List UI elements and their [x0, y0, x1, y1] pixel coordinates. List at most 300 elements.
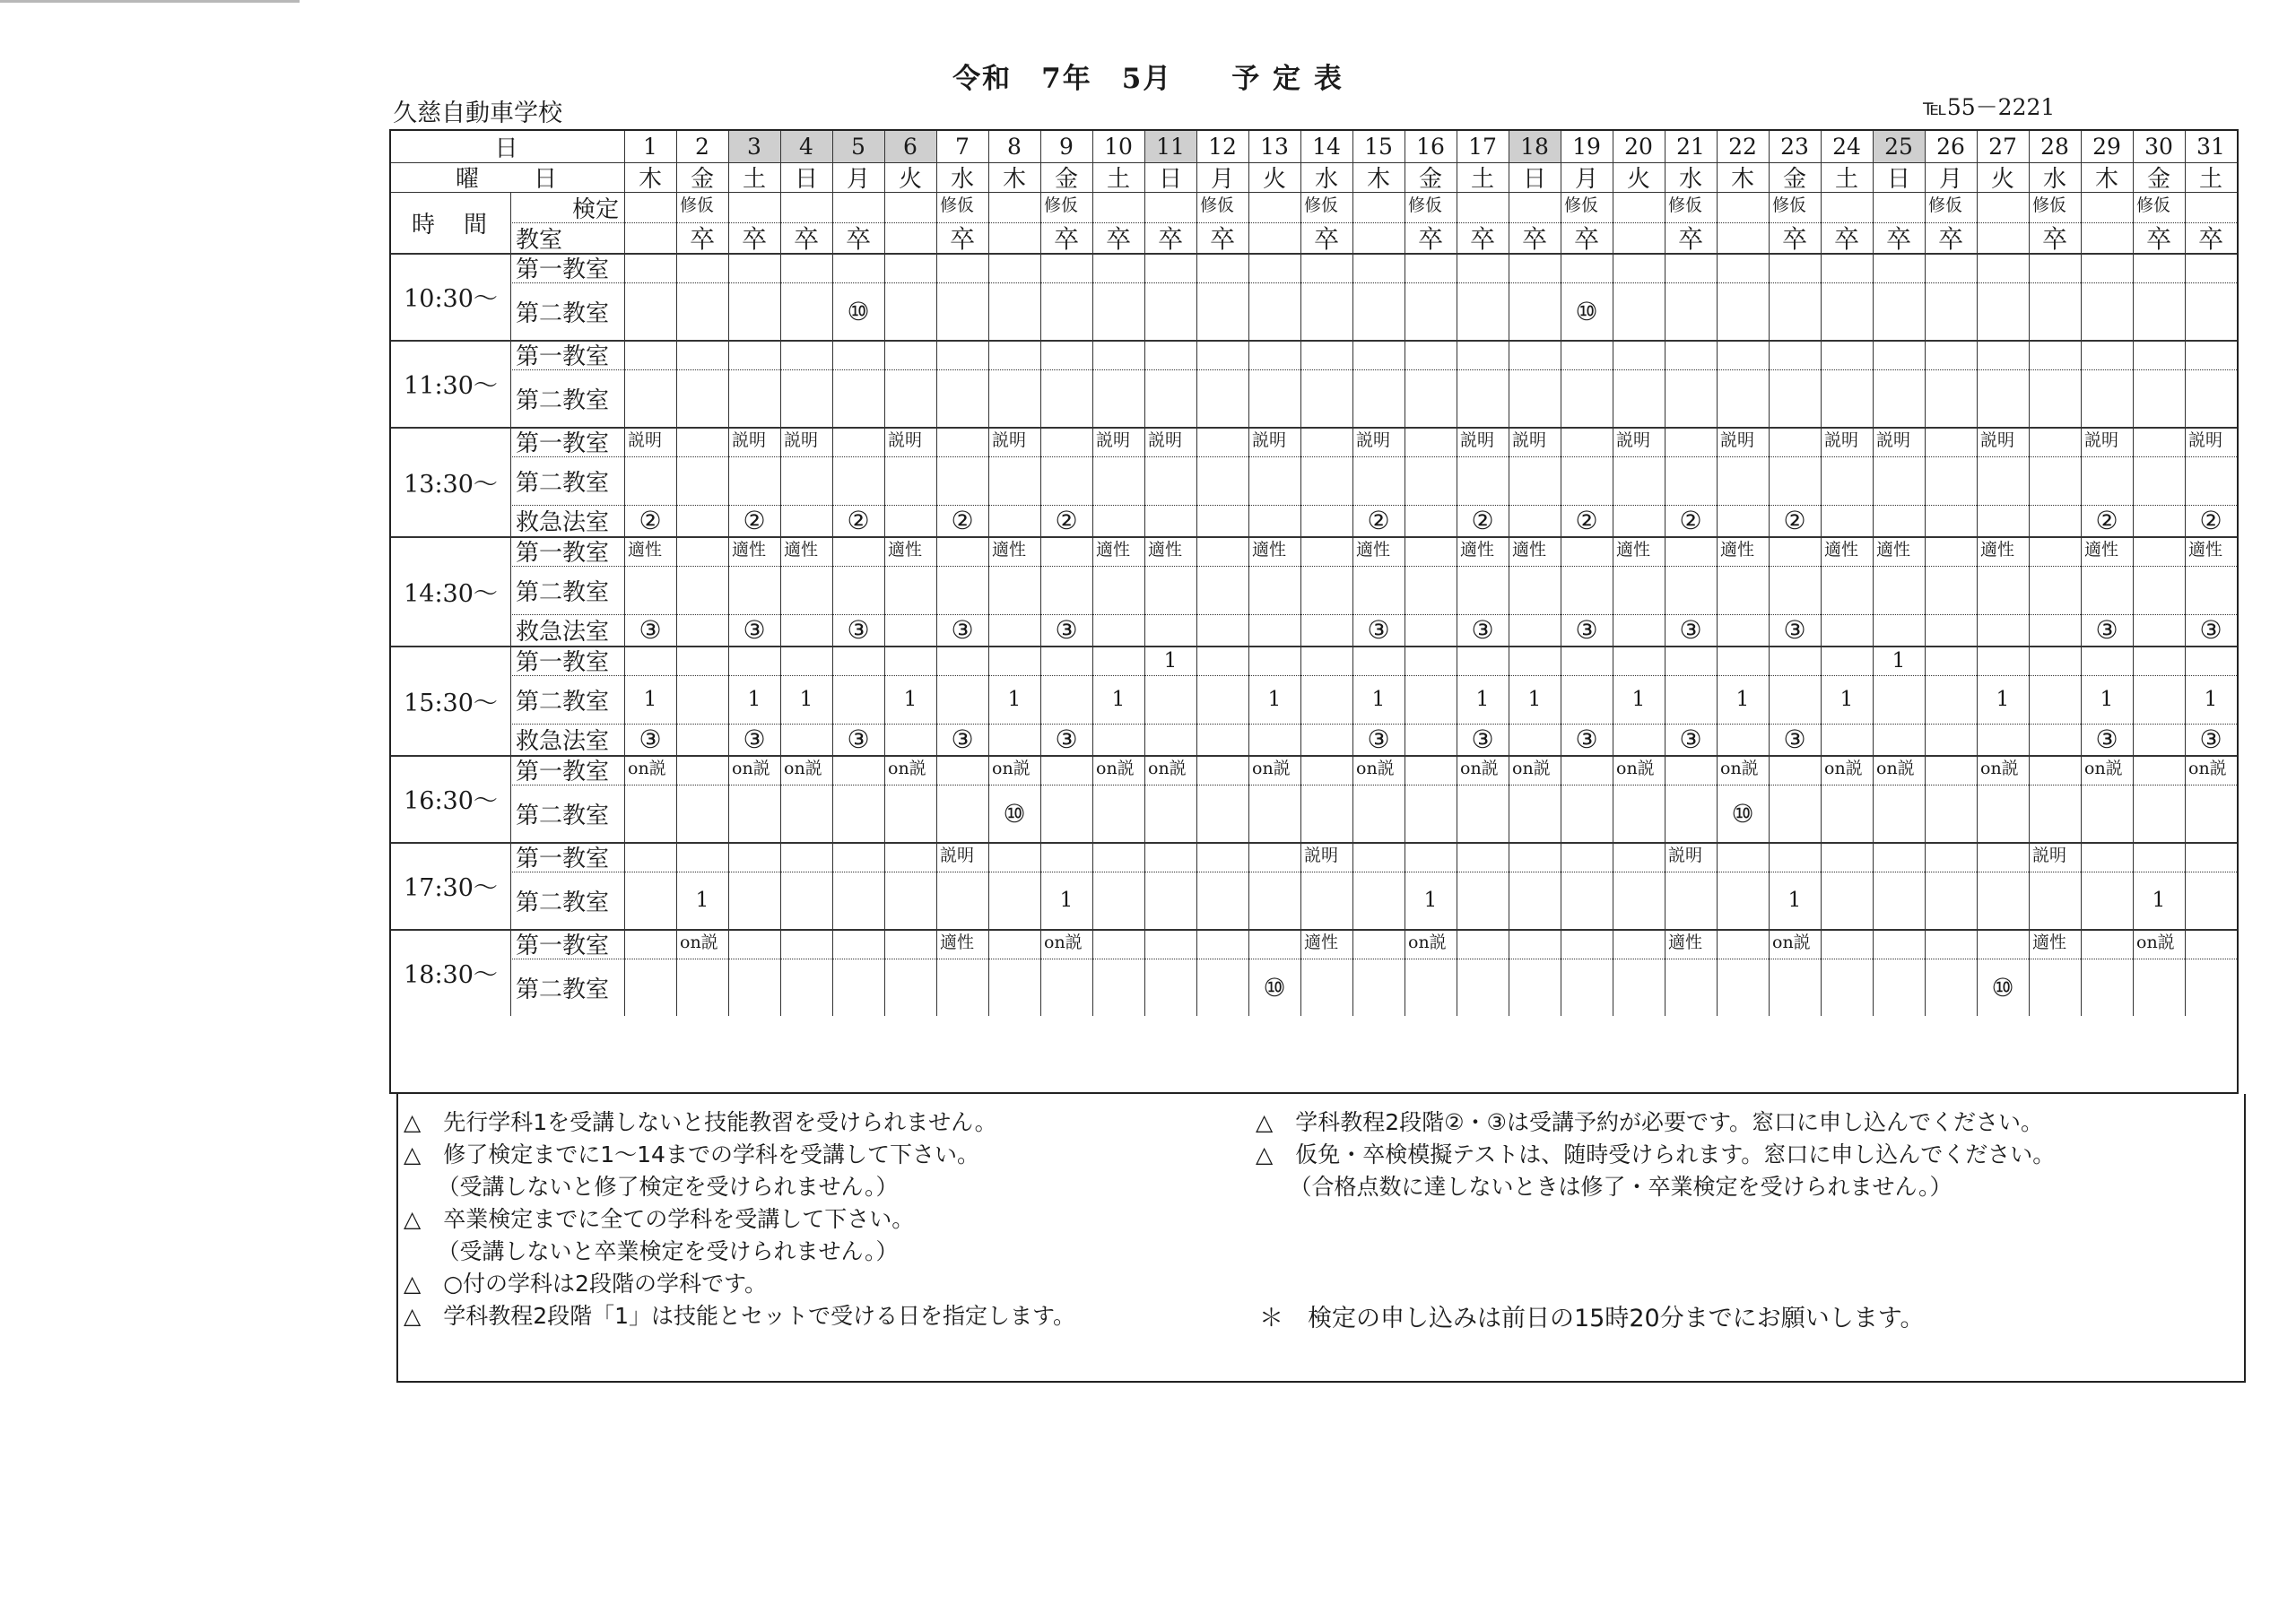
schedule-cell: 適性	[1512, 540, 1547, 560]
room-name: 第二教室	[516, 578, 610, 606]
grid-line	[2185, 131, 2186, 1016]
grid-line	[1873, 131, 1874, 1016]
grid-line	[1144, 131, 1145, 1016]
weekday-name: 火	[898, 166, 922, 193]
schedule-cell: on説	[1148, 759, 1187, 778]
schedule-cell: on説	[1616, 759, 1655, 778]
schedule-cell: 適性	[1096, 540, 1131, 560]
schedule-cell: 適性	[784, 540, 819, 560]
schedule-cell: ③	[743, 615, 766, 645]
time-slot: 16:30～	[404, 787, 498, 815]
schedule-cell: ③	[1783, 725, 1806, 754]
room-name: 第二教室	[516, 976, 610, 1003]
schedule-cell: 説明	[2084, 430, 2119, 450]
note-right-line: △ 学科教程2段階②・③は受講予約が必要です。窓口に申し込んでください。	[1256, 1109, 2043, 1135]
exam-cell: 修仮	[940, 195, 975, 215]
day-number: 18	[1509, 131, 1561, 162]
schedule-cell: ②	[1367, 506, 1390, 535]
schedule-cell: on説	[2136, 933, 2175, 952]
schedule-cell: 適性	[732, 540, 767, 560]
weekday-name: 木	[638, 166, 662, 193]
day-number: 9	[1059, 134, 1074, 160]
schedule-cell: ⑩	[1263, 972, 1286, 1002]
time-slot: 18:30～	[404, 961, 498, 989]
page-title: 令和 7年 5月 予 定 表	[952, 63, 1344, 95]
day-number: 26	[1936, 134, 1965, 160]
room-name: 第二教室	[516, 299, 610, 327]
grid-line	[884, 131, 885, 1016]
day-number: 15	[1364, 134, 1393, 160]
grid-line	[2029, 131, 2030, 1016]
schedule-cell: 説明	[1980, 430, 2015, 450]
grid-line	[624, 131, 625, 1016]
schedule-cell: on説	[732, 759, 770, 778]
room-name: 第一教室	[516, 256, 610, 283]
schedule-cell: ③	[2095, 725, 2118, 754]
schedule-cell: ③	[1679, 615, 1702, 645]
scan-edge-line	[0, 0, 300, 3]
schedule-cell: 適性	[1148, 540, 1183, 560]
schedule-cell: 適性	[1824, 540, 1859, 560]
room-name: 第一教室	[516, 540, 610, 567]
grid-line	[1821, 131, 1822, 1016]
time-slot: 14:30～	[404, 579, 498, 608]
day-label: 日	[494, 135, 521, 162]
grid-line	[510, 282, 2237, 283]
schedule-cell: ②	[1471, 506, 1494, 535]
schedule-cell: 説明	[784, 430, 819, 450]
note-left-line: （受講しないと修了検定を受けられません。）	[404, 1174, 899, 1200]
exam-label: 検定	[571, 195, 619, 223]
day-number: 14	[1312, 134, 1341, 160]
note-left-line: （受講しないと卒業検定を受けられません。）	[404, 1238, 899, 1264]
schedule-cell: 1	[1423, 889, 1438, 912]
schedule-cell: 適性	[1252, 540, 1287, 560]
day-number: 22	[1728, 134, 1757, 160]
weekday-name: 木	[2094, 166, 2118, 193]
weekday-name: 金	[2146, 166, 2170, 193]
grid-line	[391, 646, 2237, 647]
grid-line	[1717, 131, 1718, 1016]
note-right-line: （合格点数に達しないときは修了・卒業検定を受けられません。）	[1256, 1174, 1952, 1200]
schedule-cell: 1	[1631, 688, 1646, 711]
class-cell: 卒	[2197, 224, 2223, 254]
schedule-cell: 1	[903, 688, 918, 711]
schedule-cell: 説明	[1096, 430, 1131, 450]
weekday-label: 曜 日	[455, 166, 560, 193]
schedule-cell: 説明	[1252, 430, 1287, 450]
grid-line	[728, 131, 729, 1016]
schedule-cell: ⑩	[847, 296, 870, 326]
day-number: 3	[728, 131, 780, 162]
weekday-name: 木	[1730, 166, 1754, 193]
schedule-cell: 1	[643, 688, 657, 711]
schedule-cell: 1	[2100, 688, 2114, 711]
schedule-cell: on説	[2188, 759, 2227, 778]
exam-cell: 修仮	[1408, 195, 1443, 215]
day-number: 28	[2040, 134, 2069, 160]
class-cell: 卒	[2145, 224, 2171, 254]
weekday-name: 水	[1678, 166, 1702, 193]
schedule-cell: 適性	[1304, 933, 1339, 952]
weekday-name: 金	[690, 166, 714, 193]
class-cell: 卒	[1105, 224, 1131, 254]
weekday-name: 日	[1886, 166, 1910, 193]
weekday-name: 土	[2198, 166, 2222, 193]
grid-line	[780, 131, 781, 1016]
schedule-cell: ③	[1055, 615, 1078, 645]
schedule-cell: 説明	[1616, 430, 1651, 450]
schedule-table	[389, 129, 2239, 1094]
class-cell: 卒	[741, 224, 767, 254]
class-cell: 卒	[793, 224, 819, 254]
schedule-cell: 適性	[2032, 933, 2067, 952]
schedule-cell: 説明	[732, 430, 767, 450]
exam-cell: 修仮	[1304, 195, 1339, 215]
schedule-cell: ③	[951, 615, 974, 645]
class-cell: 卒	[1469, 224, 1495, 254]
grid-line	[1769, 131, 1770, 1016]
schedule-cell: on説	[1460, 759, 1499, 778]
grid-line	[1925, 131, 1926, 1016]
schedule-cell: 1	[1267, 688, 1282, 711]
class-cell: 卒	[1209, 224, 1235, 254]
schedule-cell: 1	[747, 688, 761, 711]
schedule-cell: 1	[1059, 889, 1074, 912]
schedule-cell: ③	[2095, 615, 2118, 645]
room-name: 救急法室	[516, 509, 610, 536]
room-name: 第二教室	[516, 688, 610, 716]
schedule-cell: 1	[1996, 688, 2010, 711]
schedule-cell: ②	[1575, 506, 1598, 535]
grid-line	[1352, 131, 1353, 1016]
room-name: 第一教室	[516, 649, 610, 676]
weekday-name: 火	[1262, 166, 1286, 193]
schedule-cell: ③	[2199, 725, 2222, 754]
room-name: 第二教室	[516, 802, 610, 829]
weekday-name: 月	[1574, 166, 1598, 193]
schedule-cell: ③	[639, 615, 662, 645]
schedule-cell: ⑩	[1575, 296, 1598, 326]
weekday-name: 火	[1626, 166, 1650, 193]
day-number: 31	[2196, 134, 2225, 160]
schedule-cell: 1	[1163, 648, 1178, 673]
schedule-cell: 適性	[940, 933, 975, 952]
schedule-cell: 説明	[1824, 430, 1859, 450]
schedule-cell: ③	[1679, 725, 1702, 754]
schedule-cell: 1	[1527, 688, 1542, 711]
grid-line	[2081, 131, 2082, 1016]
schedule-cell: on説	[2084, 759, 2123, 778]
note-left-line: △ 先行学科1を受講しないと技能教習を受けられません。	[404, 1109, 997, 1135]
schedule-cell: ②	[2199, 506, 2222, 535]
schedule-cell: ③	[639, 725, 662, 754]
class-cell: 卒	[1781, 224, 1807, 254]
grid-line	[2133, 131, 2134, 1016]
schedule-cell: 1	[1892, 648, 1906, 673]
weekday-name: 土	[1834, 166, 1858, 193]
class-cell: 卒	[1053, 224, 1079, 254]
exam-cell: 修仮	[1772, 195, 1807, 215]
grid-line	[1196, 131, 1197, 1016]
grid-line	[1248, 131, 1249, 1016]
schedule-cell: 説明	[1668, 846, 1703, 865]
class-cell: 卒	[1677, 224, 1703, 254]
day-number: 11	[1144, 131, 1196, 162]
schedule-cell: on説	[1824, 759, 1863, 778]
room-name: 第二教室	[516, 386, 610, 414]
schedule-cell: ②	[951, 506, 974, 535]
schedule-cell: 説明	[1460, 430, 1495, 450]
schedule-cell: 説明	[1876, 430, 1911, 450]
schedule-cell: 説明	[1304, 846, 1339, 865]
grid-line	[391, 253, 2237, 255]
schedule-cell: ②	[743, 506, 766, 535]
schedule-cell: ②	[1679, 506, 1702, 535]
class-cell: 卒	[689, 224, 715, 254]
schedule-cell: on説	[992, 759, 1031, 778]
note-right-line: △ 仮免・卒検模擬テストは、随時受けられます。窓口に申し込んでください。	[1256, 1141, 2056, 1167]
schedule-cell: 説明	[992, 430, 1027, 450]
schedule-cell: on説	[1720, 759, 1759, 778]
class-label: 教室	[516, 226, 563, 254]
class-cell: 卒	[1573, 224, 1599, 254]
class-cell: 卒	[1937, 224, 1963, 254]
weekday-name: 水	[2042, 166, 2066, 193]
schedule-cell: ③	[951, 725, 974, 754]
grid-line	[1092, 131, 1093, 1016]
schedule-cell: 1	[1111, 688, 1126, 711]
grid-line	[988, 131, 989, 1016]
schedule-cell: ②	[1783, 506, 1806, 535]
room-name: 第二教室	[516, 469, 610, 497]
schedule-cell: 適性	[628, 540, 663, 560]
weekday-name: 金	[1054, 166, 1078, 193]
schedule-cell: ⑩	[1991, 972, 2014, 1002]
schedule-cell: on説	[1980, 759, 2019, 778]
schedule-cell: on説	[1252, 759, 1291, 778]
weekday-name: 日	[794, 166, 818, 193]
exam-cell: 修仮	[2032, 195, 2067, 215]
room-name: 救急法室	[516, 728, 610, 755]
schedule-cell: 適性	[1720, 540, 1755, 560]
schedule-cell: 1	[1475, 688, 1490, 711]
day-number: 27	[1988, 134, 2017, 160]
schedule-cell: ③	[1575, 725, 1598, 754]
class-cell: 卒	[1157, 224, 1183, 254]
schedule-cell: 適性	[1356, 540, 1391, 560]
class-cell: 卒	[1833, 224, 1859, 254]
schedule-cell: 説明	[2188, 430, 2223, 450]
schedule-cell: 適性	[1616, 540, 1651, 560]
schedule-cell: on説	[1096, 759, 1135, 778]
schedule-cell: 1	[1371, 688, 1386, 711]
day-number: 8	[1007, 134, 1022, 160]
schedule-cell: on説	[888, 759, 926, 778]
weekday-name: 金	[1782, 166, 1806, 193]
day-number: 16	[1416, 134, 1445, 160]
grid-line	[676, 131, 677, 1016]
time-slot: 17:30～	[404, 874, 498, 902]
time-slot: 11:30～	[404, 372, 498, 400]
room-name: 第一教室	[516, 343, 610, 370]
schedule-cell: on説	[1876, 759, 1915, 778]
notes-box	[396, 1094, 2246, 1383]
day-number: 5	[832, 131, 884, 162]
grid-line	[1040, 131, 1041, 1016]
schedule-cell: 適性	[888, 540, 923, 560]
schedule-cell: ③	[847, 615, 870, 645]
schedule-cell: on説	[1772, 933, 1811, 952]
grid-line	[510, 566, 2237, 567]
class-cell: 卒	[2041, 224, 2067, 254]
schedule-cell: 適性	[1668, 933, 1703, 952]
day-number: 25	[1873, 131, 1925, 162]
schedule-cell: on説	[680, 933, 718, 952]
room-name: 第一教室	[516, 933, 610, 959]
day-number: 20	[1624, 134, 1653, 160]
day-number: 13	[1260, 134, 1289, 160]
weekday-name: 木	[1366, 166, 1390, 193]
day-number: 12	[1208, 134, 1237, 160]
class-cell: 卒	[1313, 224, 1339, 254]
schedule-cell: 適性	[2084, 540, 2119, 560]
schedule-cell: ③	[1783, 615, 1806, 645]
weekday-name: 日	[1158, 166, 1182, 193]
room-name: 第二教室	[516, 889, 610, 916]
day-number: 2	[695, 134, 709, 160]
day-number: 17	[1468, 134, 1497, 160]
grid-line	[1977, 131, 1978, 1016]
schedule-cell: 適性	[1876, 540, 1911, 560]
schedule-cell: on説	[1512, 759, 1551, 778]
schedule-cell: 説明	[1512, 430, 1547, 450]
schedule-cell: on説	[1044, 933, 1083, 952]
schedule-cell: 説明	[888, 430, 923, 450]
schedule-cell: 説明	[1720, 430, 1755, 450]
exam-cell: 修仮	[1564, 195, 1599, 215]
schedule-cell: 1	[1839, 688, 1854, 711]
schedule-cell: ③	[1575, 615, 1598, 645]
grid-line	[510, 192, 511, 1016]
exam-application-notice: ＊ 検定の申し込みは前日の15時20分までにお願いします。	[1259, 1305, 1925, 1332]
schedule-cell: 適性	[2188, 540, 2223, 560]
schedule-cell: 1	[799, 688, 813, 711]
schedule-cell: on説	[628, 759, 666, 778]
note-left-line: △ 卒業検定までに全ての学科を受講して下さい。	[404, 1206, 915, 1232]
day-number: 19	[1572, 134, 1601, 160]
day-number: 30	[2144, 134, 2173, 160]
schedule-cell: ②	[1055, 506, 1078, 535]
schedule-cell: 説明	[2032, 846, 2067, 865]
grid-line	[936, 131, 937, 1016]
room-name: 第一教室	[516, 759, 610, 785]
day-number: 24	[1832, 134, 1861, 160]
day-number: 1	[643, 134, 657, 160]
schedule-cell: 適性	[1460, 540, 1495, 560]
schedule-cell: ③	[1471, 615, 1494, 645]
schedule-cell: 説明	[1148, 430, 1183, 450]
schedule-cell: 適性	[1980, 540, 2015, 560]
schedule-cell: 説明	[628, 430, 663, 450]
room-name: 第一教室	[516, 846, 610, 872]
grid-line	[510, 456, 2237, 457]
day-number: 6	[884, 131, 936, 162]
room-name: 救急法室	[516, 619, 610, 646]
time-slot: 13:30～	[404, 470, 498, 499]
class-cell: 卒	[1417, 224, 1443, 254]
day-number: 23	[1780, 134, 1809, 160]
phone-number: ℡55－2221	[1923, 94, 2056, 120]
day-number: 4	[780, 131, 832, 162]
schedule-cell: ⑩	[1731, 798, 1754, 829]
schedule-cell: ③	[2199, 615, 2222, 645]
schedule-cell: ③	[1367, 615, 1390, 645]
schedule-cell: 適性	[992, 540, 1027, 560]
schedule-cell: 1	[695, 889, 709, 912]
day-number: 29	[2092, 134, 2121, 160]
schedule-cell: 1	[2152, 889, 2166, 912]
schedule-cell: on説	[1408, 933, 1447, 952]
schedule-cell: on説	[784, 759, 822, 778]
class-cell: 卒	[1521, 224, 1547, 254]
schedule-cell: 説明	[1356, 430, 1391, 450]
weekday-name: 土	[1106, 166, 1130, 193]
exam-cell: 修仮	[2136, 195, 2171, 215]
weekday-name: 水	[1314, 166, 1338, 193]
schedule-cell: ③	[743, 725, 766, 754]
weekday-name: 土	[1470, 166, 1494, 193]
weekday-name: 土	[742, 166, 766, 193]
weekday-name: 水	[950, 166, 974, 193]
schedule-cell: ⑩	[1003, 798, 1026, 829]
exam-cell: 修仮	[1928, 195, 1963, 215]
exam-cell: 修仮	[1044, 195, 1079, 215]
schedule-cell: ②	[2095, 506, 2118, 535]
schedule-cell: ③	[1367, 725, 1390, 754]
exam-cell: 修仮	[1200, 195, 1235, 215]
note-left-line: △ 修了検定までに1～14までの学科を受講して下さい。	[404, 1141, 979, 1167]
schedule-cell: 説明	[940, 846, 975, 865]
exam-cell: 修仮	[680, 195, 715, 215]
schedule-cell: ③	[1055, 725, 1078, 754]
schedule-cell: 1	[1787, 889, 1802, 912]
weekday-name: 木	[1002, 166, 1026, 193]
schedule-cell: ③	[847, 725, 870, 754]
weekday-name: 月	[1210, 166, 1234, 193]
exam-cell: 修仮	[1668, 195, 1703, 215]
class-cell: 卒	[1885, 224, 1911, 254]
note-left-line: △ ○付の学科は2段階の学科です。	[404, 1271, 767, 1297]
day-number: 7	[955, 134, 970, 160]
weekday-name: 金	[1418, 166, 1442, 193]
weekday-name: 火	[1990, 166, 2014, 193]
grid-line	[510, 369, 2237, 370]
time-slot: 15:30～	[404, 689, 498, 717]
schedule-cell: 1	[2204, 688, 2218, 711]
day-number: 21	[1676, 134, 1705, 160]
schedule-cell: on説	[1356, 759, 1395, 778]
grid-line	[391, 340, 2237, 342]
schedule-cell: 1	[1007, 688, 1022, 711]
day-number: 10	[1104, 134, 1133, 160]
note-left-line: △ 学科教程2段階「1」は技能とセットで受ける日を指定します。	[404, 1303, 1076, 1329]
schedule-cell: ②	[847, 506, 870, 535]
weekday-name: 月	[1938, 166, 1962, 193]
schedule-cell: 1	[1735, 688, 1750, 711]
school-name: 久慈自動車学校	[393, 100, 562, 127]
class-cell: 卒	[949, 224, 975, 254]
